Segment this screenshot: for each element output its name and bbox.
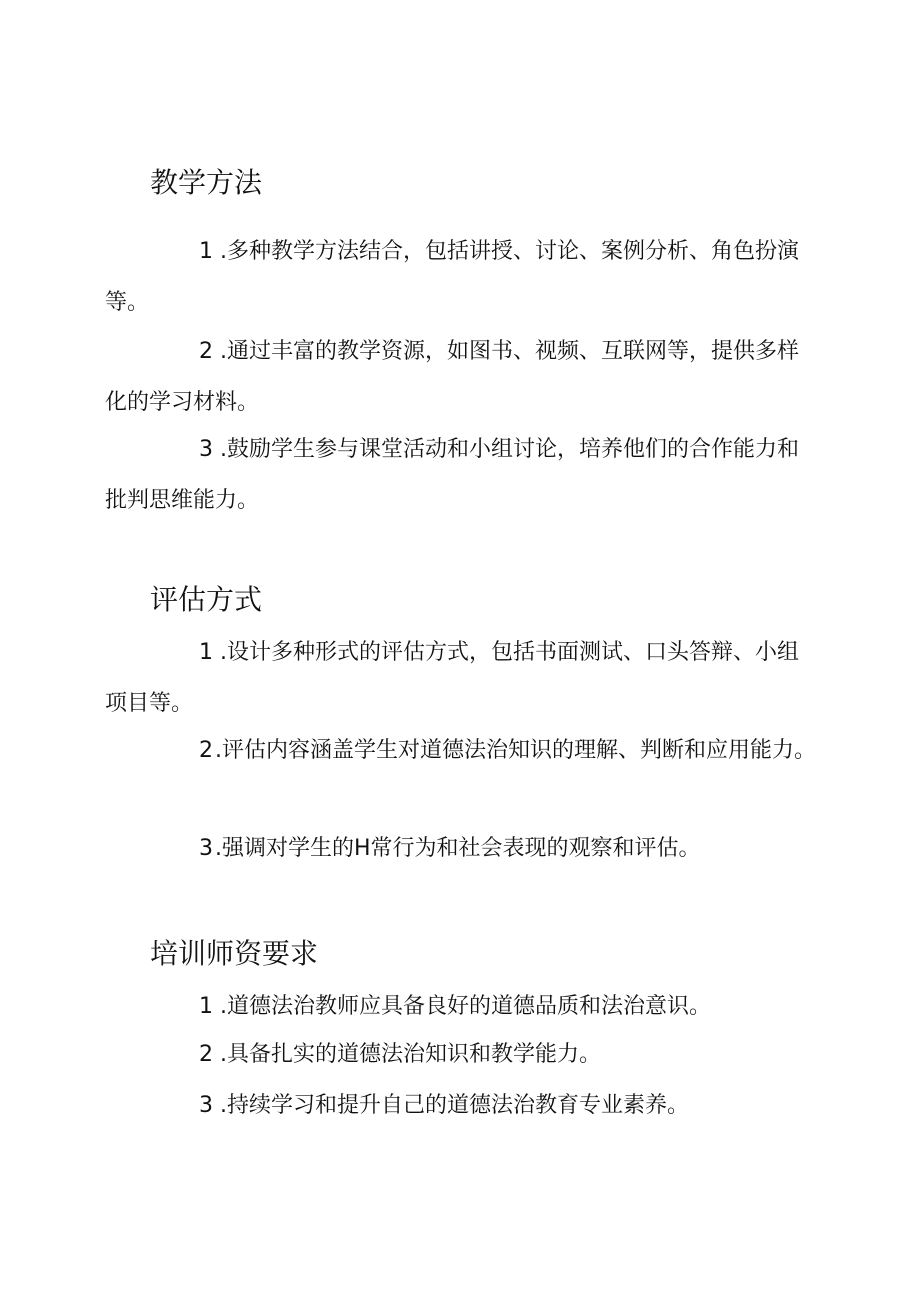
list-item bbox=[105, 1029, 817, 1080]
item-number: 2 bbox=[199, 1042, 213, 1067]
list-item bbox=[105, 326, 817, 428]
list-item bbox=[105, 627, 817, 729]
section-heading-teacher-requirements: 培训师资要求 bbox=[150, 937, 319, 970]
item-text: .设计多种形式的评估方式，包括书面测试、口头答辩、小组项目等。 bbox=[105, 640, 799, 716]
item-number: 1 bbox=[199, 994, 213, 1019]
item-text: .具备扎实的道德法治知识和教学能力。 bbox=[220, 1042, 601, 1067]
item-number: 3 bbox=[199, 836, 213, 861]
list-item bbox=[105, 226, 817, 328]
item-number: 1 bbox=[199, 239, 213, 264]
item-number: 2 bbox=[199, 738, 213, 763]
item-number: 1 bbox=[199, 640, 213, 665]
item-text: .持续学习和提升自己的道德法治教育专业素养。 bbox=[220, 1093, 689, 1118]
list-item bbox=[105, 981, 817, 1032]
item-text: .强调对学生的H常行为和社会表现的观察和评估。 bbox=[215, 836, 701, 861]
section-heading-teaching-methods: 教学方法 bbox=[150, 166, 263, 199]
item-text: .道德法治教师应具备良好的道德品质和法治意识。 bbox=[220, 994, 711, 1019]
item-text: .通过丰富的教学资源，如图书、视频、互联网等，提供多样化的学习材料。 bbox=[105, 339, 799, 415]
item-text: .评估内容涵盖学生对道德法治知识的理解、判断和应用能力。 bbox=[215, 738, 816, 763]
section-heading-assessment: 评估方式 bbox=[150, 583, 263, 616]
item-number: 2 bbox=[199, 339, 213, 364]
item-text: .多种教学方法结合，包括讲授、讨论、案例分析、角色扮演等。 bbox=[105, 239, 799, 315]
list-item bbox=[105, 725, 817, 776]
item-number: 3 bbox=[199, 1093, 213, 1118]
item-text: .鼓励学生参与课堂活动和小组讨论，培养他们的合作能力和批判思维能力。 bbox=[105, 437, 799, 513]
list-item bbox=[105, 1080, 817, 1131]
list-item bbox=[105, 424, 817, 526]
list-item bbox=[105, 823, 817, 874]
item-number: 3 bbox=[199, 437, 213, 462]
